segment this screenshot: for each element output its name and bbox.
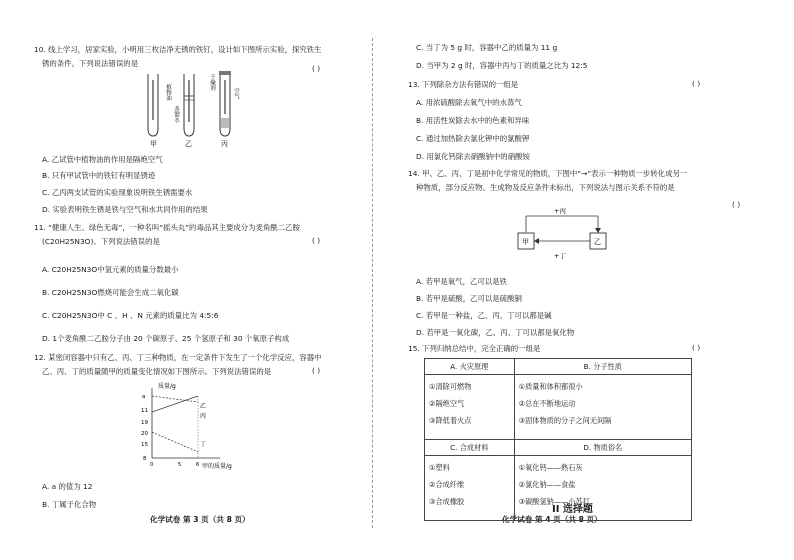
q12-option-c[interactable]: C. 当丁为 5 g 时，容器中乙的质量为 11 g [416, 43, 558, 52]
x-tick-0: 0 [150, 462, 154, 468]
q10-stem-line1: 10. 线上学习，居家实验，小明用三枚洁净无锈的铁钉，设计如下图所示实验，探究铁生 [34, 45, 322, 54]
q15-answer-bracket[interactable]: ( ) [692, 343, 701, 352]
box-yi-label: 乙 [594, 238, 601, 246]
q13-option-b[interactable]: B. 用活性炭除去水中的色素和异味 [416, 116, 530, 125]
tube-c [219, 71, 231, 136]
box-jia-label: 甲 [522, 238, 529, 246]
bottom-arrow-head [534, 238, 539, 244]
q14-option-d[interactable]: D. 若甲是一氧化碳，乙、丙、丁可以都是氧化物 [416, 328, 575, 337]
section-2-title: II 选择题 [552, 504, 593, 515]
top-arrow-head [595, 228, 601, 233]
table-cell-c-item-3: ③合成橡胶 [429, 497, 465, 506]
series-bing-label: 丙 [200, 413, 207, 420]
q13-answer-bracket[interactable]: ( ) [692, 79, 701, 88]
table-cell-d-item-1: ①氧化钙——熟石灰 [518, 463, 583, 472]
q11-option-c[interactable]: C. C20H25N3O中 C 、H 、N 元素的质量比为 4:5:6 [42, 311, 219, 320]
table-cell-b-item-2: ②总在不断地运动 [518, 399, 576, 408]
tube-a [148, 74, 158, 136]
table-header-a: A. 火灾原理 [425, 359, 515, 375]
table-cell-a-item-3: ③降低着火点 [429, 416, 472, 425]
page-3 [0, 0, 390, 560]
q11-answer-bracket[interactable]: ( ) [312, 236, 321, 245]
y-tick-a: a [142, 394, 146, 400]
table-cell-d-item-2: ②氯化钠——食盐 [518, 480, 576, 489]
table-cell-b-item-3: ③固体物质的分子之间无间隔 [518, 416, 612, 425]
oil-label: 植物油 [165, 84, 171, 101]
q12-mass-chart [140, 380, 260, 472]
desiccant-label: 干燥剂 [209, 74, 215, 91]
q12-option-a[interactable]: A. a 的值为 12 [42, 482, 93, 491]
q10-option-b[interactable]: B. 只有甲试管中的铁钉有明显锈迹 [42, 171, 156, 180]
y-tick-20: 20 [141, 431, 148, 437]
q14-option-a[interactable]: A. 若甲是氧气，乙可以是铁 [416, 277, 507, 286]
q10-stem-line2: 锈的条件。下列说法错误的是 [42, 59, 139, 68]
q14-option-c[interactable]: C. 若甲是一种盐，乙、丙、丁可以都是碱 [416, 311, 552, 320]
tube-a-label: 甲 [150, 140, 157, 148]
series-ding-label: 丁 [200, 441, 207, 448]
q10-answer-bracket[interactable]: ( ) [312, 64, 321, 73]
y-tick-8: 8 [143, 456, 147, 462]
q11-stem-line2: (C20H25N3O)。下列说法错误的是 [42, 237, 160, 246]
q11-option-b[interactable]: B. C20H25N3O燃烧可能会生成二氧化碳 [42, 288, 179, 297]
series-yi-label: 乙 [200, 403, 207, 410]
q15-stem: 15. 下列归纳总结中，完全正确的一组是 [408, 344, 541, 353]
q15-summary-table [424, 358, 692, 521]
q14-option-b[interactable]: B. 若甲是硫酸，乙可以是硫酸铜 [416, 294, 522, 303]
table-cell-a [425, 375, 515, 440]
table-header-c: C. 合成材料 [425, 440, 515, 456]
q14-stem-line1: 14. 甲、乙、丙、丁是初中化学常见的物质，下图中“→”表示一种物质一步转化成另一 [408, 169, 688, 178]
q13-option-c[interactable]: C. 通过加热除去氯化钾中的氯酸钾 [416, 134, 530, 143]
top-reagent-label: +丙 [554, 207, 566, 215]
table-cell-c-item-2: ②合成纤维 [429, 480, 465, 489]
q11-option-d[interactable]: D. 1个麦角酰二乙胺分子由 20 个碳原子、25 个氢原子和 30 个氧原子构成 [42, 334, 290, 343]
q12-answer-bracket[interactable]: ( ) [312, 366, 321, 375]
q10-option-d[interactable]: D. 实验表明铁生锈是铁与空气和水共同作用的结果 [42, 205, 208, 214]
q14-answer-bracket[interactable]: ( ) [732, 200, 741, 209]
q12-option-d[interactable]: D. 当甲为 2 g 时，容器中丙与丁的质量之比为 12:5 [416, 61, 588, 70]
series-ding-line [152, 432, 198, 452]
y-tick-15: 15 [141, 442, 148, 448]
table-cell-b-item-1: ①质量和体积都很小 [518, 382, 583, 391]
q11-stem-line1: 11. “健康人生、绿色无毒”，一种名叫“摇头丸”的毒品其主要成分为麦角酰二乙胺 [34, 223, 300, 232]
tube-c-label: 丙 [221, 140, 228, 148]
series-yi-line [152, 396, 198, 402]
series-bing-line [152, 396, 198, 412]
q10-option-a[interactable]: A. 乙试管中植物油的作用是隔绝空气 [42, 155, 163, 164]
y-tick-11: 11 [141, 408, 148, 414]
q10-option-c[interactable]: C. 乙丙两支试管的实验现象说明铁生锈需要水 [42, 188, 193, 197]
q10-test-tube-figure [140, 70, 240, 148]
x-axis-label: 甲的质量/g [202, 463, 232, 470]
q14-stem-line2: 种物质，部分反应物、生成物及反应条件未标出，下列说法与图示关系不符的是 [416, 183, 675, 192]
y-axis-label: 质量/g [158, 383, 176, 390]
q13-option-a[interactable]: A. 用浓硫酸除去氧气中的水蒸气 [416, 98, 522, 107]
table-cell-a-item-2: ②隔绝空气 [429, 399, 465, 408]
q13-option-d[interactable]: D. 用氯化钙除去硝酸钠中的硝酸铵 [416, 152, 530, 161]
q12-stem-line2: 乙、丙、丁的质量随甲的质量变化情况如下图所示。下列说法错误的是 [42, 367, 272, 376]
q13-stem: 13. 下列除杂方法有错误的一组是 [408, 80, 519, 89]
q12-stem-line1: 12. 某密闭容器中只有乙、丙、丁三种物质，在一定条件下发生了一个化学反应，容器中 [34, 353, 322, 362]
table-header-b: B. 分子性质 [514, 359, 691, 375]
tube-b-label: 乙 [185, 140, 192, 148]
page-4-footer: 化学试卷 第 4 页（共 8 页） [502, 515, 602, 524]
air-label: 空气 [233, 88, 239, 99]
table-cell-c-item-1: ①塑料 [429, 463, 450, 472]
q14-transformation-diagram [512, 206, 616, 266]
x-tick-6: 6 [196, 462, 200, 468]
y-tick-19: 19 [141, 420, 148, 426]
q12-option-b[interactable]: B. 丁属于化合物 [42, 500, 97, 509]
tube-b [184, 74, 194, 136]
page-3-footer: 化学试卷 第 3 页（共 8 页） [150, 515, 250, 524]
bottom-reagent-label: +丁 [554, 252, 566, 260]
table-cell-d [514, 456, 691, 521]
x-tick-5: 5 [178, 462, 182, 468]
table-cell-a-item-1: ①清除可燃物 [429, 382, 472, 391]
table-cell-b [514, 375, 691, 440]
table-cell-c [425, 456, 515, 521]
q11-option-a[interactable]: A. C20H25N3O中氢元素的质量分数最小 [42, 265, 179, 274]
table-header-d: D. 物质俗名 [514, 440, 691, 456]
table-cell-d-item-3: ③碳酸氢钠——小苏打 [518, 497, 590, 506]
water-label: 蒸馏水 [173, 106, 179, 123]
page-divider [372, 38, 373, 528]
